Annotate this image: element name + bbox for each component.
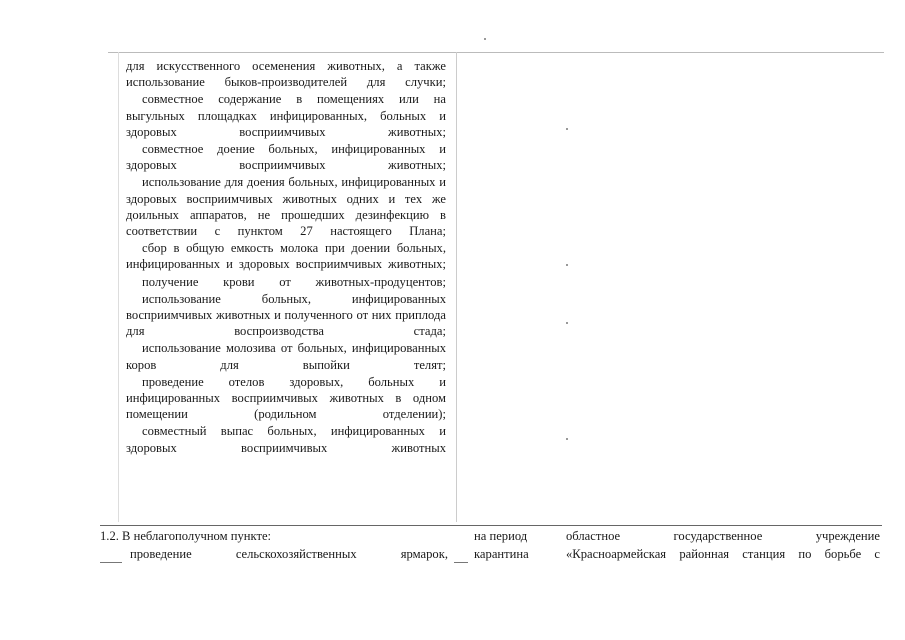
scan-speck	[566, 128, 568, 130]
period-line-2: карантина	[474, 547, 529, 561]
scan-speck	[484, 38, 486, 40]
restriction-item: для искусственного осеменения животных, а также использование быков-производителей для случки;	[126, 59, 446, 90]
restriction-item: сбор в общую емкость молока при доении больных, инфицированных и здоровых восприимчивых животных;	[126, 241, 446, 272]
restriction-item: получение крови от животных-продуцентов;	[142, 274, 446, 289]
top-table-border	[108, 52, 884, 53]
column-border-right	[456, 52, 457, 522]
executor-line-1: областное государственное учреждение	[566, 529, 880, 543]
restriction-item: совместный выпас больных, инфицированных и здоровых восприимчивых животных	[126, 424, 446, 455]
restriction-item: совместное доение больных, инфицированных и здоровых восприимчивых животных;	[126, 142, 446, 173]
restriction-item: использование молозива от больных, инфицированных коров для выпойки телят;	[126, 341, 446, 372]
period-line-1: на период	[474, 529, 528, 543]
item-1-2-text: проведение сельскохозяйственных ярмарок,	[130, 547, 448, 561]
executor-line-2: «Красноармейская районная станция по борьбе с	[566, 547, 880, 561]
restrictions-list	[126, 58, 446, 457]
row-separator	[100, 525, 882, 526]
restriction-item: совместное содержание в помещениях или на выгульных площадках инфицированных, больных и здоровых восприимчивых животных;	[126, 92, 446, 139]
scan-underline	[100, 562, 122, 563]
item-1-2-title: 1.2. В неблагополучном пункте:	[100, 529, 272, 543]
restriction-item: проведение отелов здоровых, больных и инфицированных восприимчивых животных в одном помещении (родильном отделении);	[126, 374, 446, 422]
scan-speck	[566, 322, 568, 324]
scan-underline	[454, 562, 468, 563]
scan-speck	[566, 264, 568, 266]
restriction-item: использование больных, инфицированных восприимчивых животных и полученного от них приплода для воспроизводства стада;	[126, 291, 446, 339]
restriction-item: использование для доения больных, инфицированных и здоровых восприимчивых животных одних и тех же доильных аппаратов, не прошедших дезинфекцию в соответствии с пунктом 27 настоящего Плана;	[126, 175, 446, 239]
column-border-left	[118, 52, 119, 522]
scan-speck	[566, 438, 568, 440]
